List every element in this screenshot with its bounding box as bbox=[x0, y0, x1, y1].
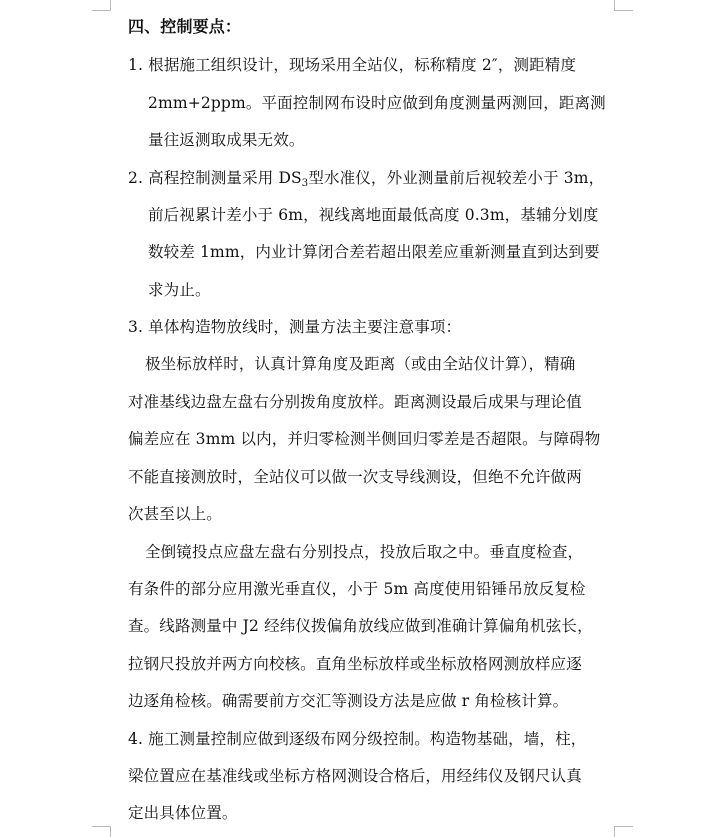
item2-line2: 前后视累计差小于 6m，视线离地面最低高度 0.3m，基辅分划度 bbox=[148, 206, 599, 224]
item3-p1-line1: 极坐标放样时，认真计算角度及距离（或由全站仪计算），精确 bbox=[145, 355, 576, 373]
crop-mark-bottom-left bbox=[92, 826, 111, 837]
item3-title: 3. 单体构造物放线时，测量方法主要注意事项： bbox=[128, 318, 462, 336]
item3-p2-line2: 有条件的部分应用激光垂直仪，小于 5m 高度使用铅锤吊放反复检 bbox=[128, 580, 586, 598]
item3-p1-line5: 次甚至以上。 bbox=[128, 505, 222, 523]
item3-p1-line3: 偏差应在 3mm 以内，并归零检测半侧回归零差是否超限。与障碍物 bbox=[128, 430, 601, 448]
crop-mark-top-left bbox=[92, 0, 111, 11]
item3-p2-line1: 全倒镜投点应盘左盘右分别投点，投放后取之中。垂直度检查， bbox=[145, 543, 584, 561]
item2-line1-post: 型水准仪，外业测量前后视较差小于 3m， bbox=[308, 169, 605, 187]
item2-line4: 求为止。 bbox=[148, 281, 211, 299]
item2-line1 bbox=[128, 166, 604, 189]
item4-line1: 4. 施工测量控制应做到逐级布网分级控制。构造物基础，墙，柱， bbox=[128, 730, 587, 748]
item3-p2-line4: 拉钢尺投放并两方向校核。直角坐标放样或坐标放格网测放样应逐 bbox=[128, 655, 582, 673]
item1-line3: 量往返测取成果无效。 bbox=[148, 131, 305, 149]
crop-mark-top-right bbox=[614, 0, 633, 11]
item3-p1-line2: 对准基线边盘左盘右分别拨角度放样。距离测设最后成果与理论值 bbox=[128, 393, 582, 411]
item4-line2: 梁位置应在基准线或坐标方格网测设合格后，用经纬仪及钢尺认真 bbox=[128, 767, 582, 785]
item3-p2-line3: 查。线路测量中 J2 经纬仪拨偏角放线应做到准确计算偏角机弦长， bbox=[128, 617, 593, 635]
item1-line1: 1. 根据施工组织设计，现场采用全站仪，标称精度 2″，测距精度 bbox=[128, 56, 577, 74]
item4-line3: 定出具体位置。 bbox=[128, 804, 238, 822]
item2-line1-subscript: 3 bbox=[301, 178, 309, 189]
item2-line3: 数较差 1mm，内业计算闭合差若超出限差应重新测量直到达到要 bbox=[148, 243, 600, 261]
item1-line2: 2mm+2ppm。平面控制网布设时应做到角度测量两测回，距离测 bbox=[148, 94, 606, 112]
section-heading: 四、控制要点： bbox=[128, 17, 242, 36]
item3-p2-line5: 边逐角检核。确需要前方交汇等测设方法是应做 r 角检核计算。 bbox=[128, 692, 569, 710]
item2-line1-pre: 2. 高程控制测量采用 DS bbox=[128, 169, 302, 187]
crop-mark-bottom-right bbox=[614, 826, 633, 837]
item3-p1-line4: 不能直接测放时，全站仪可以做一次支导线测设，但绝不允许做两 bbox=[128, 468, 582, 486]
